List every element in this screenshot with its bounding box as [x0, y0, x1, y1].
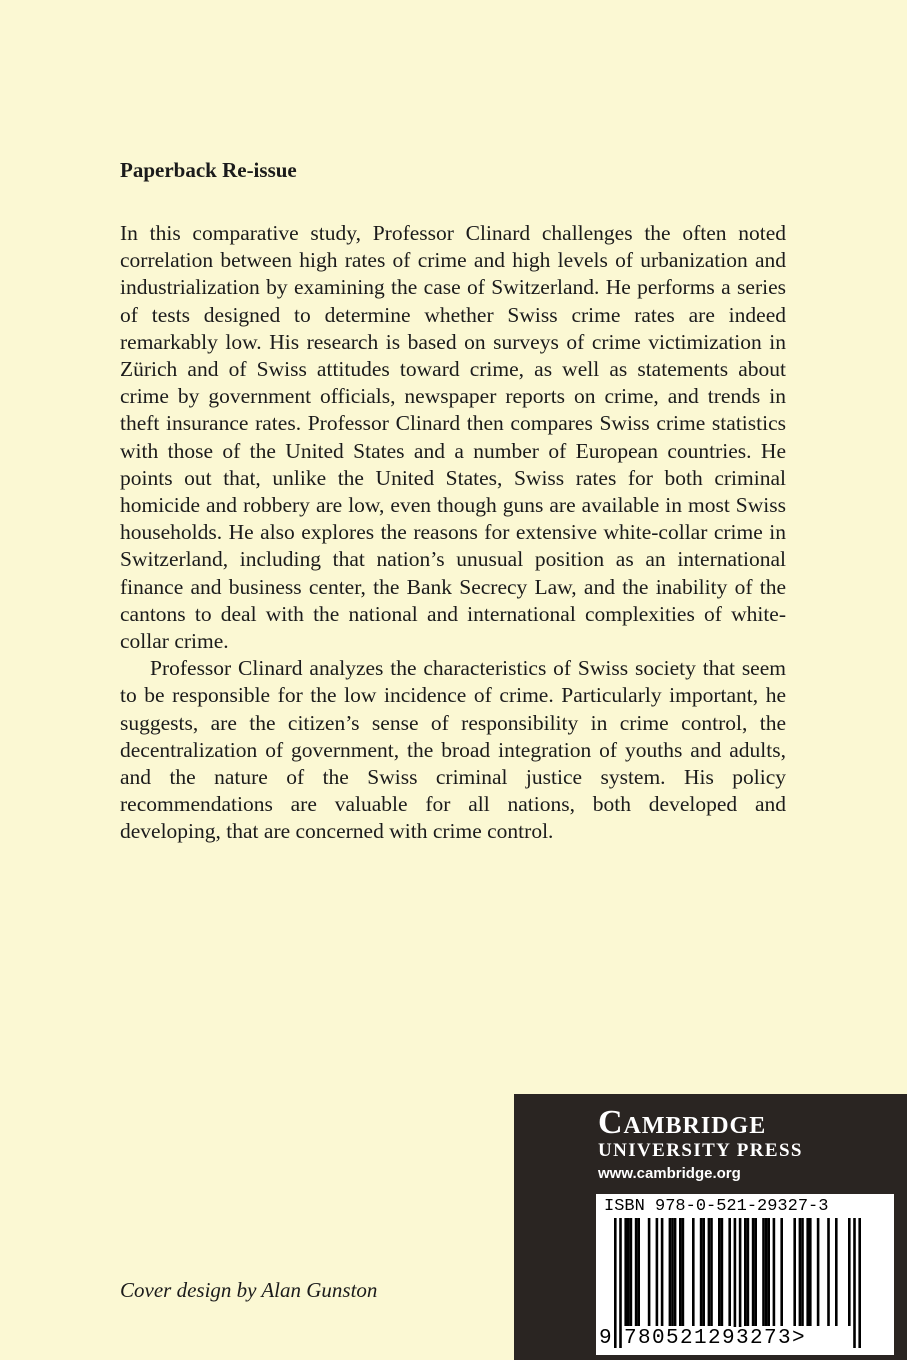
- barcode-bar: [728, 1218, 731, 1326]
- publisher-block: [514, 1094, 907, 1360]
- barcode-bar: [853, 1218, 856, 1348]
- barcode-digit-string: 780521293273: [624, 1327, 793, 1350]
- publisher-subtitle: UNIVERSITY PRESS: [598, 1140, 803, 1161]
- barcode-bar: [752, 1218, 755, 1326]
- barcode-bar: [648, 1218, 651, 1326]
- barcode-bar: [624, 1218, 627, 1326]
- barcode-bar: [799, 1218, 802, 1326]
- barcode-bar: [858, 1218, 861, 1348]
- barcode-bar: [754, 1218, 757, 1326]
- barcode-bar: [780, 1218, 783, 1326]
- barcode-bar: [700, 1218, 703, 1326]
- blurb-paragraph-1: In this comparative study, Professor Clinard challenges the often noted correlation between high rates of crime and high levels of urbanization and industrialization by examining the case of Switzerland. He performs a series of tests designed to determine whether Swiss crime rates are indeed remarkably low. His research is based on surveys of crime victimization in Zürich and of Swiss attitudes toward crime, as well as statements about crime by government officials, newspaper reports on crime, and trends in theft insurance rates. Professor Clinard then compares Swiss crime statistics with those of the United States and a number of European countries. He points out that, unlike the United States, Swiss rates for both criminal homicide and robbery are low, even though guns are available in most Swiss households. He also explores the reasons for extensive white-collar crime in Switzerland, including that nation’s unusual position as an international finance and business center, the Bank Secrecy Law, and the inability of the cantons to deal with the national and international complexities of white-collar crime.: [120, 221, 786, 654]
- barcode-bar: [827, 1218, 830, 1326]
- barcode-bar: [817, 1218, 820, 1326]
- barcode-bar: [635, 1218, 638, 1326]
- barcode-bar: [744, 1218, 747, 1326]
- barcode-bar: [637, 1218, 640, 1326]
- publisher-name: Cambridge: [598, 1104, 767, 1141]
- section-heading: Paperback Re-issue: [120, 158, 297, 182]
- barcode-bar: [674, 1218, 677, 1326]
- barcode-digits: [622, 1327, 808, 1350]
- barcode-bar: [692, 1218, 695, 1326]
- cover-design-credit: Cover design by Alan Gunston: [120, 1278, 378, 1302]
- barcode-bar: [721, 1218, 724, 1326]
- publisher-url: www.cambridge.org: [598, 1165, 741, 1182]
- barcode-bar: [671, 1218, 674, 1326]
- blurb-text: [120, 220, 786, 846]
- barcode-bar: [809, 1218, 812, 1326]
- barcode: [596, 1194, 894, 1355]
- barcode-bar: [656, 1218, 659, 1326]
- barcode-bar: [767, 1218, 770, 1326]
- barcode-bar: [848, 1218, 851, 1326]
- barcode-bar: [630, 1218, 633, 1326]
- barcode-bar: [801, 1218, 804, 1326]
- barcode-bar: [793, 1218, 796, 1326]
- barcode-bar: [627, 1218, 630, 1326]
- barcode-bar: [762, 1218, 765, 1326]
- barcode-bar: [614, 1218, 617, 1348]
- barcode-bar: [835, 1218, 838, 1326]
- barcode-bar: [773, 1218, 776, 1326]
- barcode-bar: [682, 1218, 685, 1326]
- barcode-bar: [765, 1218, 768, 1326]
- barcode-bar: [661, 1218, 664, 1326]
- barcode-bar: [747, 1218, 750, 1326]
- isbn-label: ISBN 978-0-521-29327-3: [604, 1197, 829, 1216]
- barcode-bar: [679, 1218, 682, 1326]
- barcode-bar: [669, 1218, 672, 1326]
- barcode-bar: [806, 1218, 809, 1326]
- barcode-end-mark: >: [792, 1327, 807, 1350]
- barcode-bar: [708, 1218, 711, 1326]
- blurb-paragraph-2: Professor Clinard analyzes the characteristics of Swiss society that seem to be responsible for the low incidence of crime. Particularly important, he suggests, are the citizen’s sense of responsibility in crime control, the decentralization of government, the broad integration of youths and adults, and the nature of the Swiss criminal justice system. His policy recommendations are valuable for all nations, both developed and developing, that are concerned with crime control.: [120, 656, 786, 844]
- barcode-first-digit: 9: [599, 1327, 612, 1350]
- barcode-bar: [718, 1218, 721, 1326]
- barcode-bar: [710, 1218, 713, 1326]
- barcode-bar: [702, 1218, 705, 1326]
